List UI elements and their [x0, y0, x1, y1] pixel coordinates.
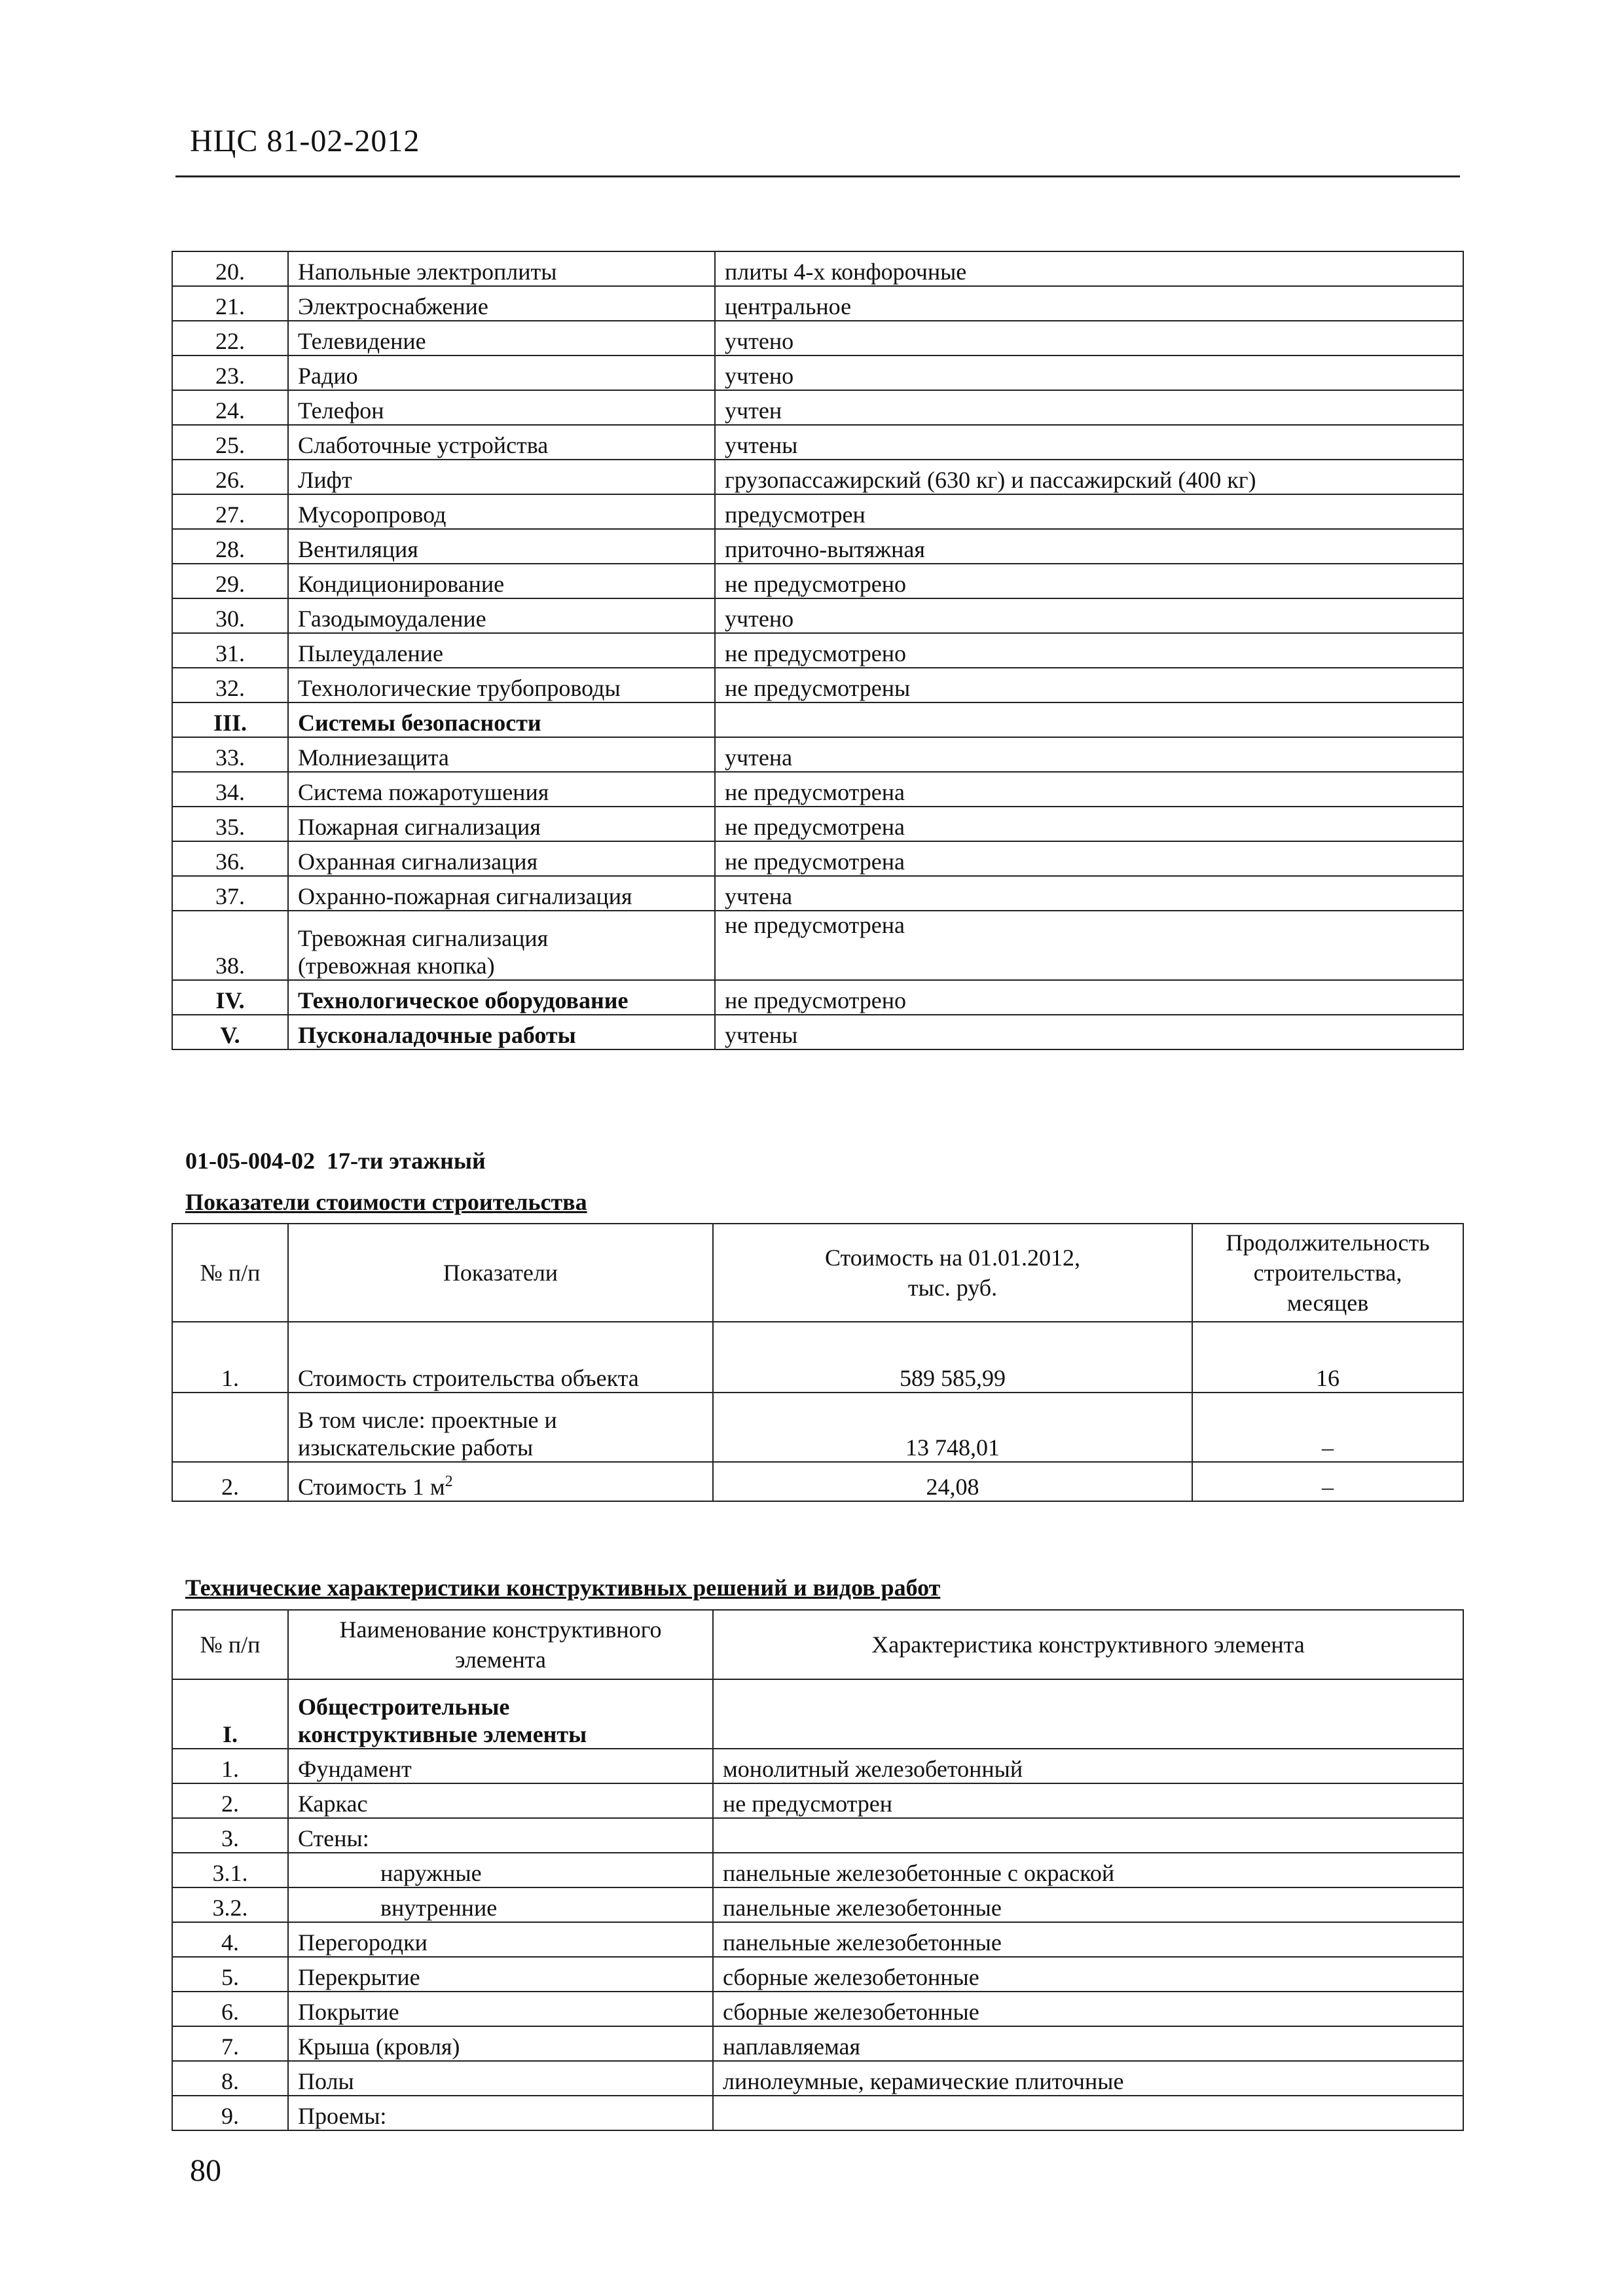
row-value: предусмотрен: [715, 494, 1463, 529]
row-name: Полы: [288, 2061, 713, 2096]
header-duration-line3: месяцев: [1286, 1290, 1369, 1316]
row-value: учтены: [715, 425, 1463, 460]
table-row: [172, 1322, 1463, 1393]
table-header-row: [172, 1610, 1463, 1679]
table-row: [172, 494, 1463, 529]
row-value: учтена: [715, 876, 1463, 911]
row-name: Газодымоудаление: [288, 598, 715, 633]
row-name: Пылеудаление: [288, 633, 715, 668]
row-value: не предусмотрено: [715, 633, 1463, 668]
header-divider: [175, 175, 1460, 177]
row-num: III.: [172, 702, 288, 737]
row-num: [172, 1393, 288, 1462]
row-value: панельные железобетонные: [713, 1887, 1463, 1922]
section-heading: [185, 1147, 486, 1175]
header-element-name-line1: Наименование конструктивного: [339, 1616, 662, 1643]
row-num: 3.1.: [172, 1853, 288, 1887]
row-value: [713, 2096, 1463, 2130]
row-value: приточно-вытяжная: [715, 529, 1463, 564]
row-value: линолеумные, керамические плиточные: [713, 2061, 1463, 2096]
row-num: 5.: [172, 1957, 288, 1992]
row-name: Покрытие: [288, 1992, 713, 2026]
row-num: 37.: [172, 876, 288, 911]
page-number: 80: [190, 2153, 221, 2188]
row-name: Пусконаладочные работы: [288, 1015, 715, 1049]
row-num: 25.: [172, 425, 288, 460]
header-cost-line1: Стоимость на 01.01.2012,: [824, 1245, 1081, 1271]
row-name: Крыша (кровля): [288, 2026, 713, 2061]
header-cost: [713, 1224, 1192, 1322]
row-value: учтено: [715, 355, 1463, 390]
row-num: 3.: [172, 1818, 288, 1853]
table-row: [172, 1992, 1463, 2026]
table-row: [172, 980, 1463, 1015]
row-name: Охранно-пожарная сигнализация: [288, 876, 715, 911]
row-num: 24.: [172, 390, 288, 425]
document-code: НЦС 81-02-2012: [190, 124, 420, 158]
row-num: 29.: [172, 564, 288, 598]
row-num: 2.: [172, 1783, 288, 1818]
row-value: учтено: [715, 598, 1463, 633]
row-value: не предусмотрена: [715, 841, 1463, 876]
row-name-line2: конструктивные элементы: [298, 1721, 587, 1747]
table-row: [172, 1393, 1463, 1462]
header-duration-line1: Продолжительность: [1226, 1230, 1430, 1256]
row-name-sup: 2: [445, 1473, 453, 1490]
row-name: Перекрытие: [288, 1957, 713, 1992]
row-num: 4.: [172, 1922, 288, 1957]
row-duration: –: [1192, 1462, 1463, 1501]
row-num: 23.: [172, 355, 288, 390]
table-row: [172, 1749, 1463, 1783]
systems-table: [172, 251, 1464, 1050]
row-num: 6.: [172, 1992, 288, 2026]
row-name-line2: (тревожная кнопка): [298, 953, 495, 979]
row-name: Телевидение: [288, 321, 715, 355]
row-name: Слаботочные устройства: [288, 425, 715, 460]
row-value: плиты 4-х конфорочные: [715, 251, 1463, 286]
tech-characteristics-table: [172, 1609, 1464, 2131]
row-num: 22.: [172, 321, 288, 355]
row-value: не предусмотрена: [715, 911, 1463, 980]
row-name-line1: Общестроительные: [298, 1694, 510, 1720]
row-name: Лифт: [288, 460, 715, 494]
table-row: [172, 1462, 1463, 1501]
table-row: [172, 321, 1463, 355]
row-num: 3.2.: [172, 1887, 288, 1922]
header-element-name-line2: элемента: [455, 1647, 546, 1673]
table-row: [172, 355, 1463, 390]
row-value: учтено: [715, 321, 1463, 355]
row-num: 33.: [172, 737, 288, 772]
row-name: Радио: [288, 355, 715, 390]
row-value: [713, 1818, 1463, 1853]
row-name: Проемы:: [288, 2096, 713, 2130]
row-value: сборные железобетонные: [713, 1992, 1463, 2026]
row-name: Технологическое оборудование: [288, 980, 715, 1015]
section-title: 17-ти этажный: [326, 1148, 486, 1174]
table-row: [172, 1818, 1463, 1853]
row-num: 27.: [172, 494, 288, 529]
table-row: [172, 1922, 1463, 1957]
row-name: Фундамент: [288, 1749, 713, 1783]
row-cost: 13 748,01: [713, 1393, 1192, 1462]
row-value: учтены: [715, 1015, 1463, 1049]
row-num: 21.: [172, 286, 288, 321]
table-row: [172, 251, 1463, 286]
cost-indicators-title: Показатели стоимости строительства: [185, 1189, 587, 1215]
row-value: не предусмотрена: [715, 772, 1463, 807]
row-name: наружные: [288, 1853, 713, 1887]
row-value: сборные железобетонные: [713, 1957, 1463, 1992]
row-value: [715, 702, 1463, 737]
header-characteristic: Характеристика конструктивного элемента: [713, 1610, 1463, 1679]
row-num: 26.: [172, 460, 288, 494]
row-name: Стены:: [288, 1818, 713, 1853]
table-row: [172, 633, 1463, 668]
row-value: не предусмотрены: [715, 668, 1463, 702]
table-row: [172, 1887, 1463, 1922]
table-row: [172, 702, 1463, 737]
row-name-text: Стоимость 1 м: [298, 1474, 445, 1500]
header-cost-line2: тыс. руб.: [907, 1275, 998, 1301]
row-name: Электроснабжение: [288, 286, 715, 321]
cost-indicators-table: [172, 1223, 1464, 1502]
row-name: Система пожаротушения: [288, 772, 715, 807]
table-row: [172, 2026, 1463, 2061]
row-name: [288, 1679, 713, 1749]
table-row: [172, 425, 1463, 460]
row-name: [288, 1462, 713, 1501]
row-value: наплавляемая: [713, 2026, 1463, 2061]
header-num: № п/п: [172, 1224, 288, 1322]
row-name: Системы безопасности: [288, 702, 715, 737]
table-row: [172, 876, 1463, 911]
table-row: [172, 390, 1463, 425]
table-row: [172, 564, 1463, 598]
row-name: Стоимость строительства объекта: [288, 1322, 713, 1393]
table-header-row: [172, 1224, 1463, 1322]
row-name: Вентиляция: [288, 529, 715, 564]
table-row: [172, 2096, 1463, 2130]
row-name: внутренние: [288, 1887, 713, 1922]
row-num: 31.: [172, 633, 288, 668]
table-row: [172, 286, 1463, 321]
table-row: [172, 2061, 1463, 2096]
row-value: не предусмотрен: [713, 1783, 1463, 1818]
row-value: монолитный железобетонный: [713, 1749, 1463, 1783]
row-num: 34.: [172, 772, 288, 807]
row-name: Молниезащита: [288, 737, 715, 772]
row-name: Кондиционирование: [288, 564, 715, 598]
row-name-line2: изыскательские работы: [298, 1434, 534, 1461]
row-num: 8.: [172, 2061, 288, 2096]
row-value: панельные железобетонные: [713, 1922, 1463, 1957]
row-num: 1.: [172, 1322, 288, 1393]
header-num: № п/п: [172, 1610, 288, 1679]
row-name: [288, 911, 715, 980]
table-row: [172, 1783, 1463, 1818]
row-name: Технологические трубопроводы: [288, 668, 715, 702]
row-value: грузопассажирский (630 кг) и пассажирский (400 кг): [715, 460, 1463, 494]
table-row: [172, 460, 1463, 494]
row-cost: 589 585,99: [713, 1322, 1192, 1393]
table-row: [172, 1853, 1463, 1887]
row-name: Напольные электроплиты: [288, 251, 715, 286]
row-num: 30.: [172, 598, 288, 633]
table-row: [172, 598, 1463, 633]
table-row: [172, 737, 1463, 772]
table-row: [172, 841, 1463, 876]
row-num: 1.: [172, 1749, 288, 1783]
header-duration-line2: строительства,: [1253, 1260, 1402, 1286]
table-row: [172, 911, 1463, 980]
table-row: [172, 668, 1463, 702]
row-num: I.: [172, 1679, 288, 1749]
row-name: [288, 1393, 713, 1462]
row-name: Пожарная сигнализация: [288, 807, 715, 841]
row-num: 35.: [172, 807, 288, 841]
table-row: [172, 529, 1463, 564]
row-name: Телефон: [288, 390, 715, 425]
row-name: Перегородки: [288, 1922, 713, 1957]
row-num: 9.: [172, 2096, 288, 2130]
row-value: не предусмотрена: [715, 807, 1463, 841]
row-value: учтена: [715, 737, 1463, 772]
row-name: Каркас: [288, 1783, 713, 1818]
row-name-line1: Тревожная сигнализация: [298, 925, 549, 951]
row-num: 38.: [172, 911, 288, 980]
header-duration: [1192, 1224, 1463, 1322]
row-name: Мусоропровод: [288, 494, 715, 529]
row-value: центральное: [715, 286, 1463, 321]
row-num: 28.: [172, 529, 288, 564]
row-duration: –: [1192, 1393, 1463, 1462]
row-value: учтен: [715, 390, 1463, 425]
row-value: не предусмотрено: [715, 564, 1463, 598]
table-row: [172, 1957, 1463, 1992]
row-num: V.: [172, 1015, 288, 1049]
row-value: [713, 1679, 1463, 1749]
tech-characteristics-title: Технические характеристики конструктивных решений и видов работ: [185, 1575, 941, 1601]
table-row: [172, 807, 1463, 841]
table-row: [172, 1015, 1463, 1049]
row-name-line1: В том числе: проектные и: [298, 1407, 557, 1433]
header-element-name: [288, 1610, 713, 1679]
table-row: [172, 772, 1463, 807]
row-duration: 16: [1192, 1322, 1463, 1393]
row-num: 32.: [172, 668, 288, 702]
row-value: не предусмотрено: [715, 980, 1463, 1015]
row-num: 2.: [172, 1462, 288, 1501]
row-num: 36.: [172, 841, 288, 876]
row-num: IV.: [172, 980, 288, 1015]
section-code: 01-05-004-02: [185, 1148, 315, 1174]
row-value: панельные железобетонные с окраской: [713, 1853, 1463, 1887]
row-cost: 24,08: [713, 1462, 1192, 1501]
section-row: [172, 1679, 1463, 1749]
row-name: Охранная сигнализация: [288, 841, 715, 876]
header-indicator: Показатели: [288, 1224, 713, 1322]
row-num: 20.: [172, 251, 288, 286]
row-num: 7.: [172, 2026, 288, 2061]
